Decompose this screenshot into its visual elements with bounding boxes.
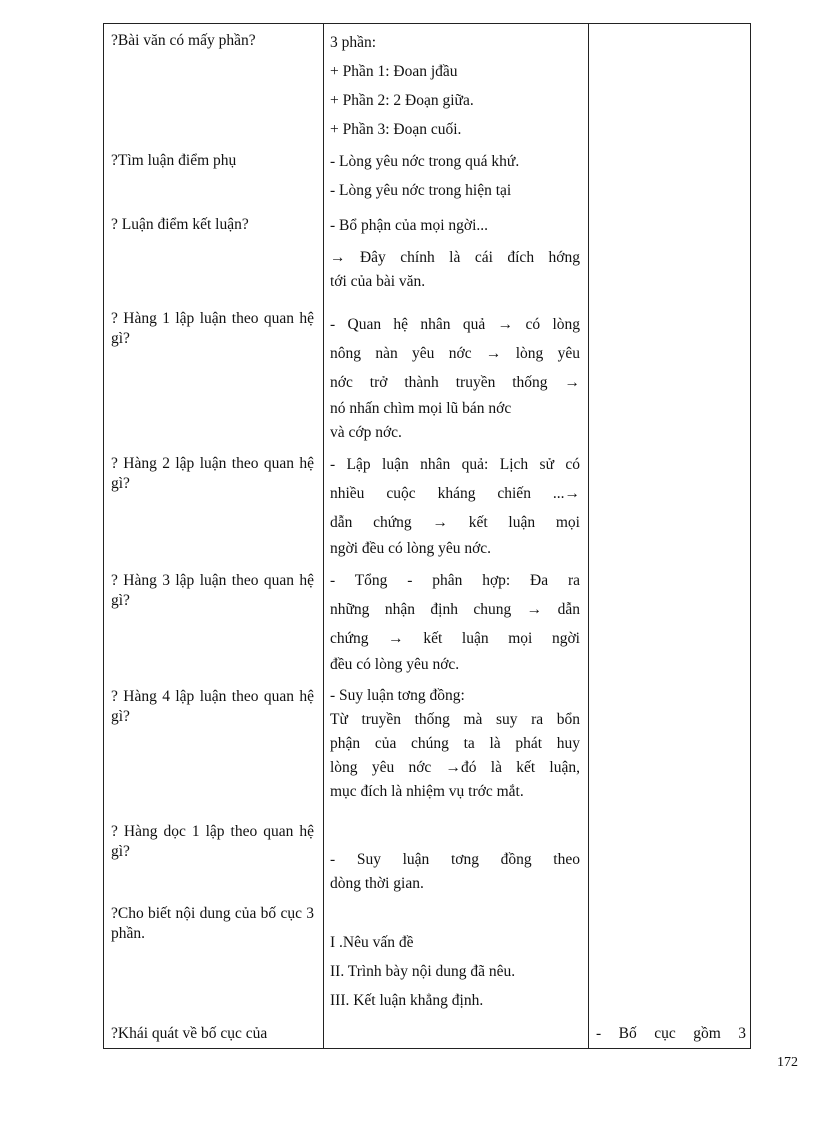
answer-line: I .Nêu vấn đề bbox=[330, 934, 414, 951]
column-divider bbox=[588, 24, 589, 1048]
answer-line: phận của chúng ta là phát huy bbox=[330, 735, 580, 752]
answer-line: + Phần 2: 2 Đoạn giữa. bbox=[330, 92, 474, 109]
question-cell: ? Hàng 2 lập luận theo quan hệ gì? bbox=[111, 455, 314, 492]
answer-line: dẫn chứng → kết luận mọi bbox=[330, 514, 580, 531]
answer-line: nớc trở thành truyền thống → bbox=[330, 374, 580, 391]
answer-line: những nhận định chung → dẫn bbox=[330, 601, 580, 618]
answer-cell bbox=[330, 310, 580, 445]
answer-line: III. Kết luận khẳng định. bbox=[330, 992, 484, 1009]
answer-cell bbox=[330, 684, 580, 804]
answer-line: chứng → kết luận mọi ngời bbox=[330, 630, 580, 647]
question-cell: ? Hàng 1 lập luận theo quan hệ gì? bbox=[111, 310, 314, 347]
answer-line: đều có lòng yêu nớc. bbox=[330, 656, 460, 673]
answer-line: ngời đều có lòng yêu nớc. bbox=[330, 540, 492, 557]
question-cell: ?Cho biết nội dung của bố cục 3 phần. bbox=[111, 905, 314, 942]
answer-cell bbox=[330, 211, 580, 294]
question-cell: ?Tìm luận điểm phụ bbox=[111, 152, 237, 169]
question-cell: ?Bài văn có mấy phần? bbox=[111, 32, 256, 49]
column-divider bbox=[323, 24, 324, 1048]
answer-line: + Phần 1: Đoan jđầu bbox=[330, 63, 458, 80]
answer-line: nó nhấn chìm mọi lũ bán nớc bbox=[330, 400, 512, 417]
answer-cell bbox=[330, 450, 580, 561]
answer-line: - Lòng yêu nớc trong quá khứ. bbox=[330, 153, 520, 170]
answer-line: II. Trình bày nội dung đã nêu. bbox=[330, 963, 516, 980]
answer-line: - Lập luận nhân quả: Lịch sử có bbox=[330, 456, 580, 473]
answer-line: và cớp nớc. bbox=[330, 424, 402, 441]
question-cell: ? Hàng dọc 1 lập theo quan hệ gì? bbox=[111, 823, 314, 860]
answer-cell bbox=[330, 928, 580, 1015]
answer-line: - Suy luận tơng đồng: bbox=[330, 687, 465, 704]
question-cell: ? Hàng 3 lập luận theo quan hệ gì? bbox=[111, 572, 314, 609]
answer-line: mục đích là nhiệm vụ trớc mắt. bbox=[330, 783, 524, 800]
answer-line: nhiều cuộc kháng chiến ...→ bbox=[330, 485, 580, 502]
answer-line: - Quan hệ nhân quả → có lòng bbox=[330, 316, 580, 333]
answer-line: - Lòng yêu nớc trong hiện tại bbox=[330, 182, 512, 199]
answer-line: - Suy luận tơng đồng theo bbox=[330, 851, 580, 868]
answer-line: 3 phần: bbox=[330, 34, 377, 51]
answer-cell bbox=[330, 566, 580, 677]
answer-line: - Tổng - phân hợp: Đa ra bbox=[330, 572, 580, 589]
answer-cell bbox=[330, 848, 580, 896]
lesson-table bbox=[103, 23, 751, 1049]
answer-cell bbox=[330, 28, 580, 144]
question-cell: ? Hàng 4 lập luận theo quan hệ gì? bbox=[111, 688, 314, 725]
side-note: - Bố cục gồm 3 bbox=[596, 1025, 746, 1042]
question-cell: ? Luận điểm kết luận? bbox=[111, 216, 249, 233]
question-cell: ?Khái quát về bố cục của bbox=[111, 1025, 268, 1042]
answer-line: nông nàn yêu nớc → lòng yêu bbox=[330, 345, 580, 362]
answer-line: - Bổ phận của mọi ngời... bbox=[330, 217, 489, 234]
answer-line: → Đây chính là cái đích hớng bbox=[330, 249, 580, 266]
page-number: 172 bbox=[777, 1055, 798, 1070]
answer-line: dòng thời gian. bbox=[330, 875, 424, 892]
answer-line: tới của bài văn. bbox=[330, 273, 426, 290]
answer-line: lòng yêu nớc →đó là kết luận, bbox=[330, 759, 580, 776]
answer-line: Từ truyền thống mà suy ra bổn bbox=[330, 711, 580, 728]
answer-line: + Phần 3: Đoạn cuối. bbox=[330, 121, 462, 138]
answer-cell bbox=[330, 147, 580, 205]
